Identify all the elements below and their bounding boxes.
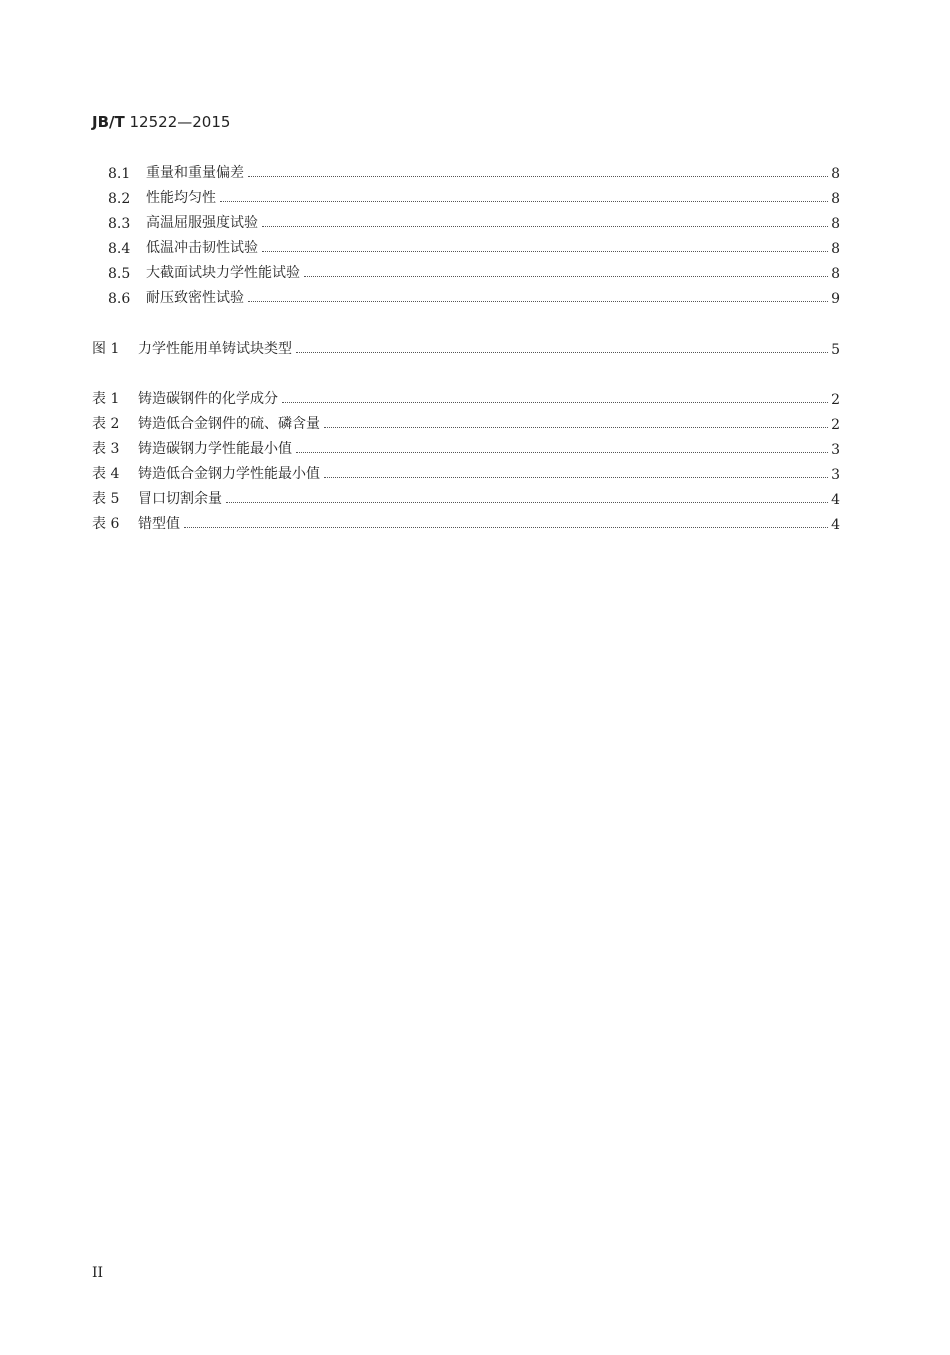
- leader-dots: [248, 301, 828, 302]
- entry-page: 3: [831, 442, 840, 458]
- entry-title: 耐压致密性试验: [146, 287, 246, 307]
- entry-title: 错型值: [138, 513, 182, 533]
- leader-dots: [184, 527, 828, 528]
- entry-page: 8: [831, 241, 840, 257]
- entry-page: 5: [831, 342, 840, 358]
- entry-page: 9: [831, 291, 840, 307]
- entry-title: 低温冲击韧性试验: [146, 237, 260, 257]
- entry-number: 表 5: [92, 491, 120, 507]
- entry-title: 铸造低合金钢件的硫、磷含量: [138, 413, 322, 433]
- entry-title: 铸造碳钢力学性能最小值: [138, 438, 294, 458]
- page-number: II: [92, 1265, 104, 1281]
- toc-entry[interactable]: [92, 157, 840, 182]
- entry-page: 8: [831, 191, 840, 207]
- leader-dots: [282, 402, 828, 403]
- entry-number: 表 2: [92, 416, 120, 432]
- leader-dots: [296, 452, 828, 453]
- toc-entry[interactable]: [92, 232, 840, 257]
- toc-entry[interactable]: [92, 433, 840, 458]
- toc-entry[interactable]: [92, 207, 840, 232]
- entry-page: 8: [831, 166, 840, 182]
- entry-page: 4: [831, 492, 840, 508]
- entry-number: 8.4: [108, 241, 131, 257]
- entry-number: 表 4: [92, 466, 120, 482]
- leader-dots: [262, 226, 828, 227]
- toc-entry[interactable]: [92, 508, 840, 533]
- leader-dots: [262, 251, 828, 252]
- toc-entry[interactable]: [92, 282, 840, 307]
- leader-dots: [220, 201, 828, 202]
- entry-page: 8: [831, 266, 840, 282]
- doc-prefix: JB/T: [92, 113, 125, 131]
- entry-title: 铸造碳钢件的化学成分: [138, 388, 280, 408]
- toc-entry[interactable]: [92, 182, 840, 207]
- entry-number: 图 1: [92, 341, 120, 357]
- entry-title: 高温屈服强度试验: [146, 212, 260, 232]
- entry-page: 3: [831, 467, 840, 483]
- toc-sections: [92, 157, 840, 307]
- toc-figures: [92, 333, 840, 358]
- entry-number: 8.3: [108, 216, 131, 232]
- toc-entry[interactable]: [92, 408, 840, 433]
- toc-tables: [92, 383, 840, 533]
- entry-number: 8.2: [108, 191, 131, 207]
- toc-entry[interactable]: [92, 333, 840, 358]
- entry-title: 铸造低合金钢力学性能最小值: [138, 463, 322, 483]
- entry-page: 8: [831, 216, 840, 232]
- entry-number: 8.5: [108, 266, 131, 282]
- toc-entry[interactable]: [92, 257, 840, 282]
- leader-dots: [304, 276, 828, 277]
- toc-entry[interactable]: [92, 383, 840, 408]
- leader-dots: [324, 477, 828, 478]
- entry-title: 力学性能用单铸试块类型: [138, 338, 294, 358]
- entry-page: 2: [831, 392, 840, 408]
- entry-title: 冒口切割余量: [138, 488, 224, 508]
- entry-title: 性能均匀性: [146, 187, 218, 207]
- entry-number: 表 3: [92, 441, 120, 457]
- leader-dots: [226, 502, 828, 503]
- toc-entry[interactable]: [92, 483, 840, 508]
- toc-entry[interactable]: [92, 458, 840, 483]
- leader-dots: [296, 352, 828, 353]
- entry-number: 8.6: [108, 291, 131, 307]
- entry-number: 8.1: [108, 166, 131, 182]
- leader-dots: [248, 176, 828, 177]
- entry-page: 2: [831, 417, 840, 433]
- leader-dots: [324, 427, 828, 428]
- doc-number: 12522—2015: [129, 113, 231, 131]
- document-header: [92, 113, 230, 131]
- entry-title: 重量和重量偏差: [146, 162, 246, 182]
- entry-page: 4: [831, 517, 840, 533]
- entry-number: 表 1: [92, 391, 120, 407]
- entry-number: 表 6: [92, 516, 120, 532]
- entry-title: 大截面试块力学性能试验: [146, 262, 302, 282]
